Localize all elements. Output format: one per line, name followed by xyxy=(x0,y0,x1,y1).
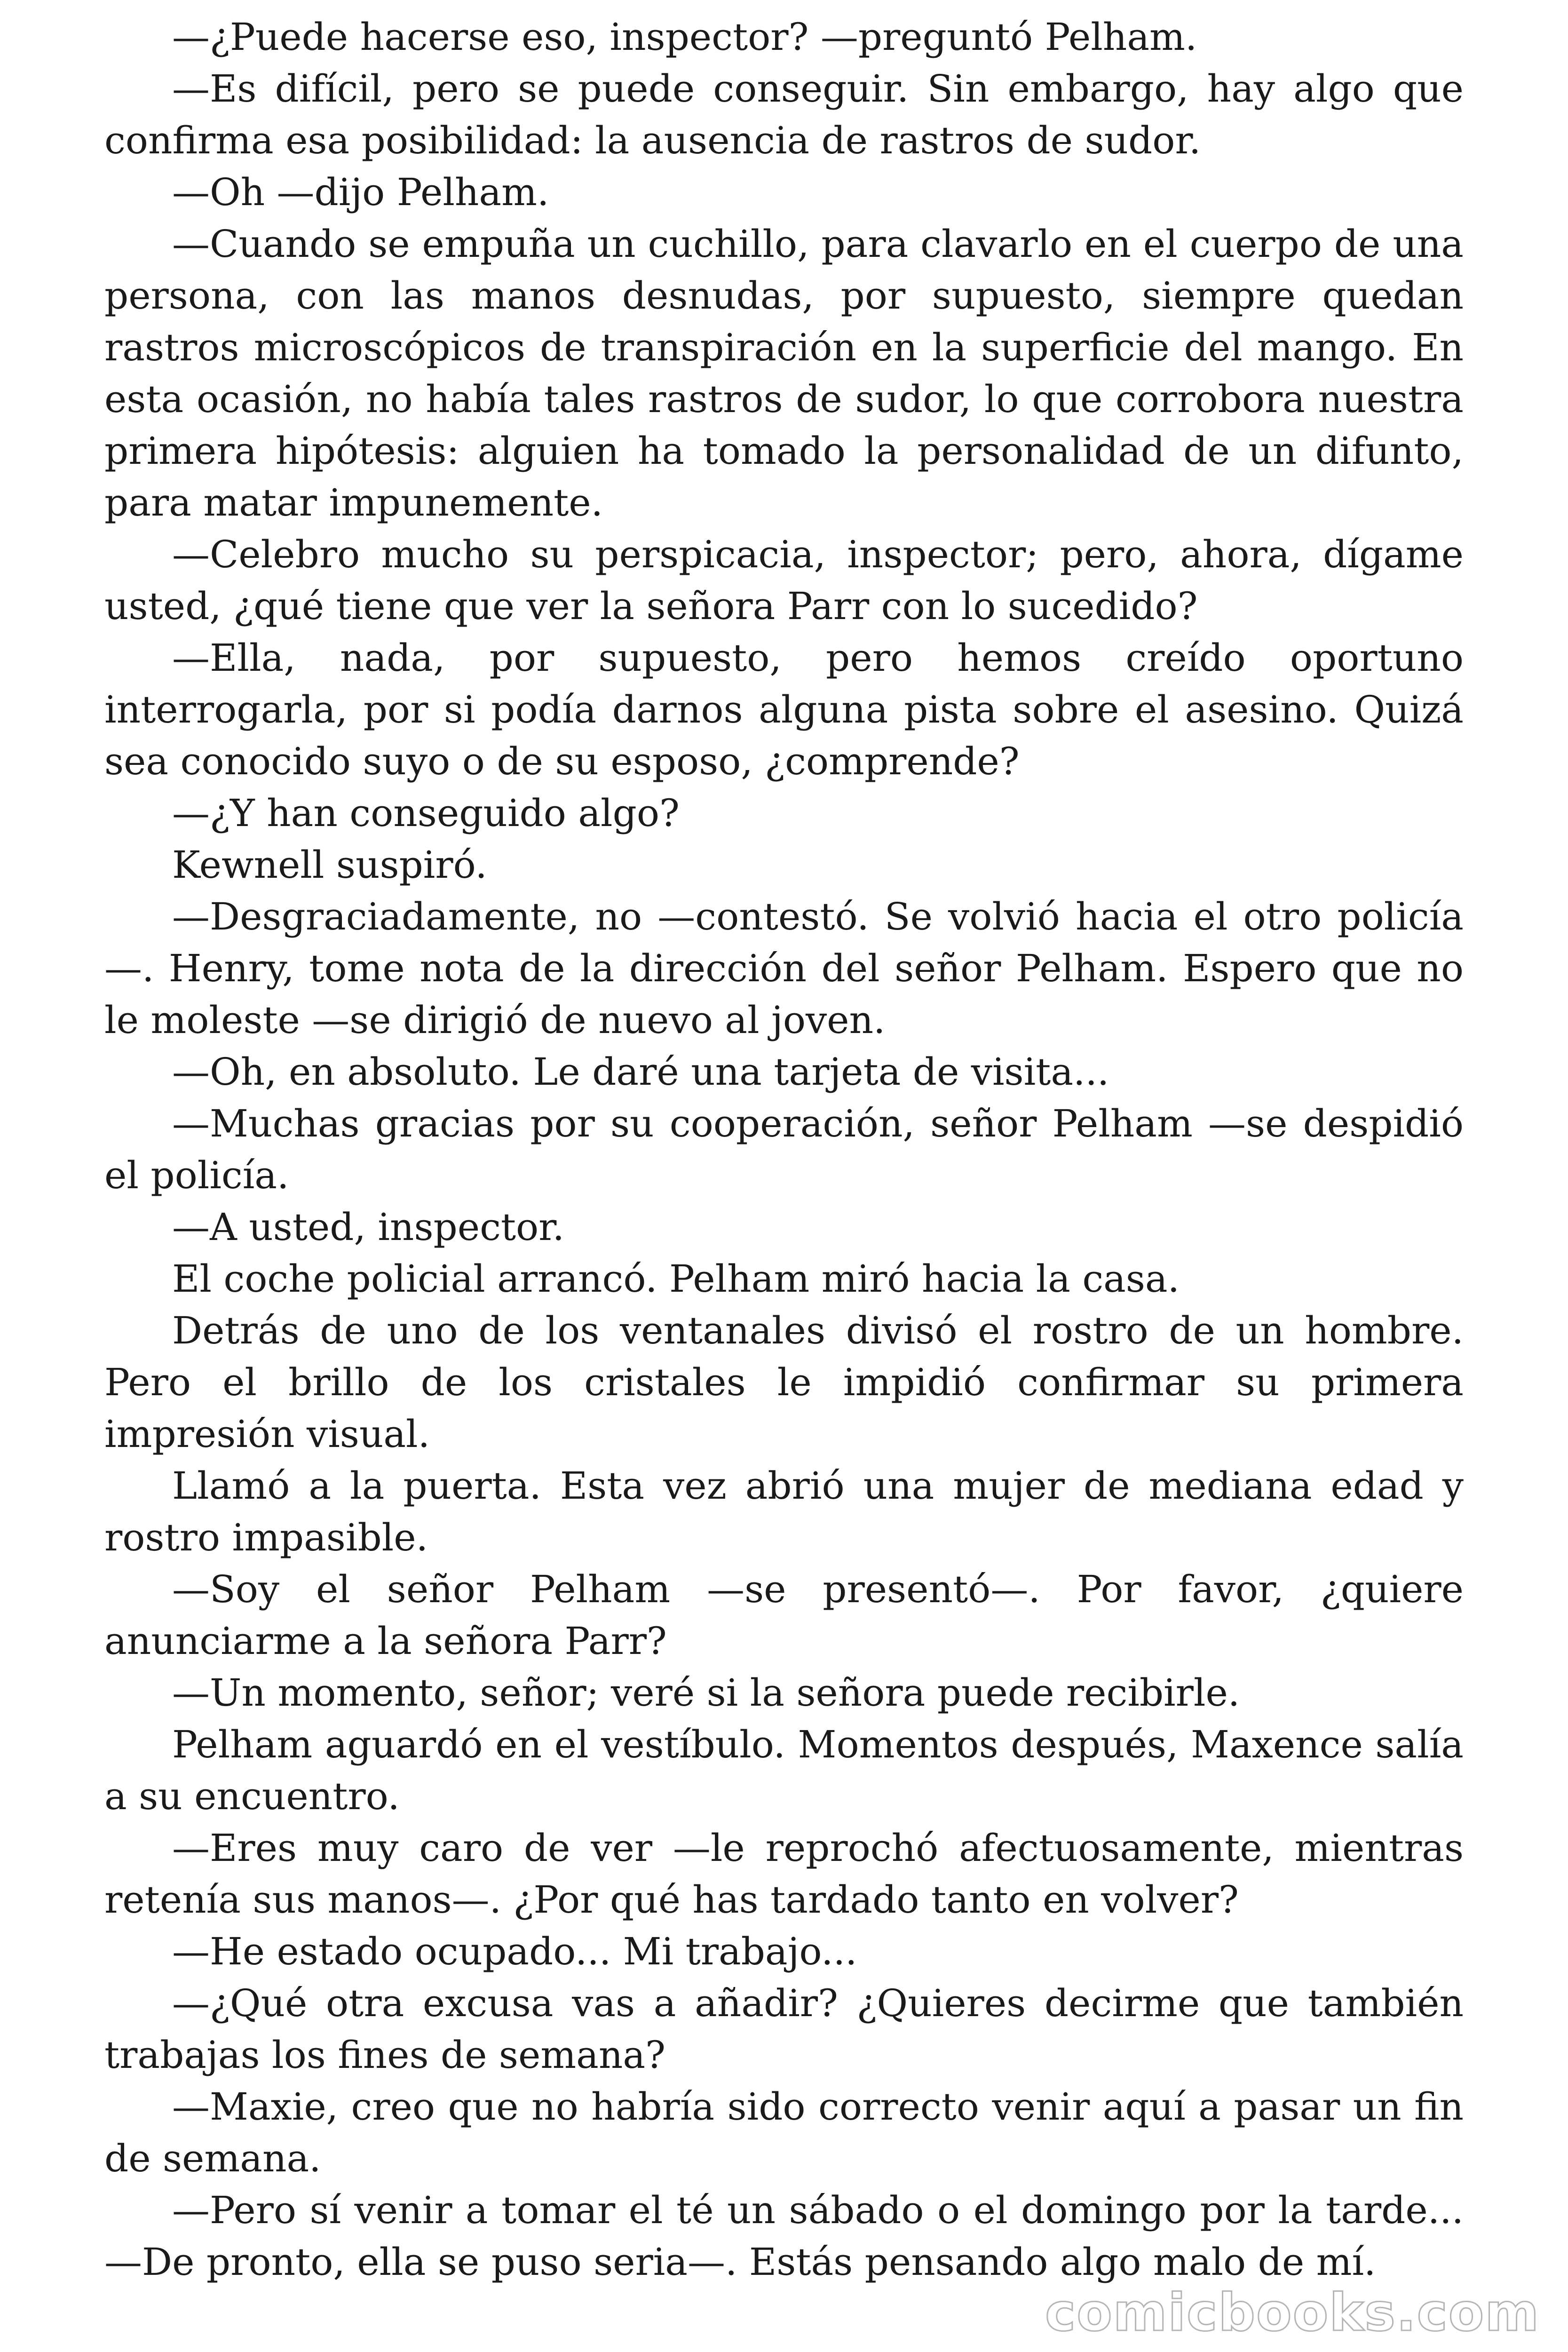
paragraph: —Muchas gracias por su cooperación, señor Pelham —se despidió el policía. xyxy=(104,1102,1464,1197)
watermark: comicbooks.com xyxy=(1045,2282,1540,2343)
paragraph: —He estado ocupado... Mi trabajo... xyxy=(172,1930,857,1973)
paragraph: —Maxie, creo que no habría sido correcto venir aquí a pasar un fin de semana. xyxy=(104,2085,1464,2180)
paragraph: —Ella, nada, por supuesto, pero hemos creído oportuno interrogarla, por si podía darnos alguna pista sobre el asesino. Quizá sea conocido suyo o de su esposo, ¿comprende? xyxy=(104,636,1464,783)
paragraph: —Un momento, señor; veré si la señora puede recibirle. xyxy=(172,1671,1240,1715)
paragraph: —Celebro mucho su perspicacia, inspector; pero, ahora, dígame usted, ¿qué tiene que ver la señora Parr con lo sucedido? xyxy=(104,532,1464,628)
paragraph: —Oh —dijo Pelham. xyxy=(172,170,549,214)
paragraph: —Pero sí venir a tomar el té un sábado o el domingo por la tarde... —De pronto, ella se puso seria—. Estás pensando algo malo de mí. xyxy=(104,2188,1464,2284)
paragraph: —¿Puede hacerse eso, inspector? —preguntó Pelham. xyxy=(172,15,1197,59)
paragraph: Llamó a la puerta. Esta vez abrió una mujer de mediana edad y rostro impasible. xyxy=(104,1464,1464,1559)
paragraph: El coche policial arrancó. Pelham miró hacia la casa. xyxy=(172,1257,1180,1301)
page-text xyxy=(104,11,1464,2288)
paragraph: —Soy el señor Pelham —se presentó—. Por favor, ¿quiere anunciarme a la señora Parr? xyxy=(104,1567,1464,1663)
paragraph: Kewnell suspiró. xyxy=(172,843,487,887)
paragraph: —¿Qué otra excusa vas a añadir? ¿Quieres decirme que también trabajas los fines de semana? xyxy=(104,1981,1464,2077)
paragraph: Pelham aguardó en el vestíbulo. Momentos después, Maxence salía a su encuentro. xyxy=(104,1723,1464,1818)
paragraph: —¿Y han conseguido algo? xyxy=(172,791,680,835)
paragraph: —Es difícil, pero se puede conseguir. Sin embargo, hay algo que confirma esa posibilidad: la ausencia de rastros de sudor. xyxy=(104,67,1464,162)
paragraph: —A usted, inspector. xyxy=(172,1205,565,1249)
paragraph: —Desgraciadamente, no —contestó. Se volvió hacia el otro policía —. Henry, tome nota de la dirección del señor Pelham. Espero que no le moleste —se dirigió de nuevo al joven. xyxy=(104,895,1464,1042)
paragraph: —Cuando se empuña un cuchillo, para clavarlo en el cuerpo de una persona, con las manos desnudas, por supuesto, siempre quedan rastros microscópicos de transpiración en la superficie del mango. En esta ocasión, no había tales rastros de sudor, lo que corrobora nuestra primera hipótesis: alguien ha tomado la personalidad de un difunto, para matar impunemente. xyxy=(104,222,1464,524)
paragraph: Detrás de uno de los ventanales divisó el rostro de un hombre. Pero el brillo de los cristales le impidió confirmar su primera impresión visual. xyxy=(104,1309,1464,1456)
paragraph: —Eres muy caro de ver —le reprochó afectuosamente, mientras retenía sus manos—. ¿Por qué has tardado tanto en volver? xyxy=(104,1826,1464,1922)
paragraph: —Oh, en absoluto. Le daré una tarjeta de visita... xyxy=(172,1050,1109,1094)
